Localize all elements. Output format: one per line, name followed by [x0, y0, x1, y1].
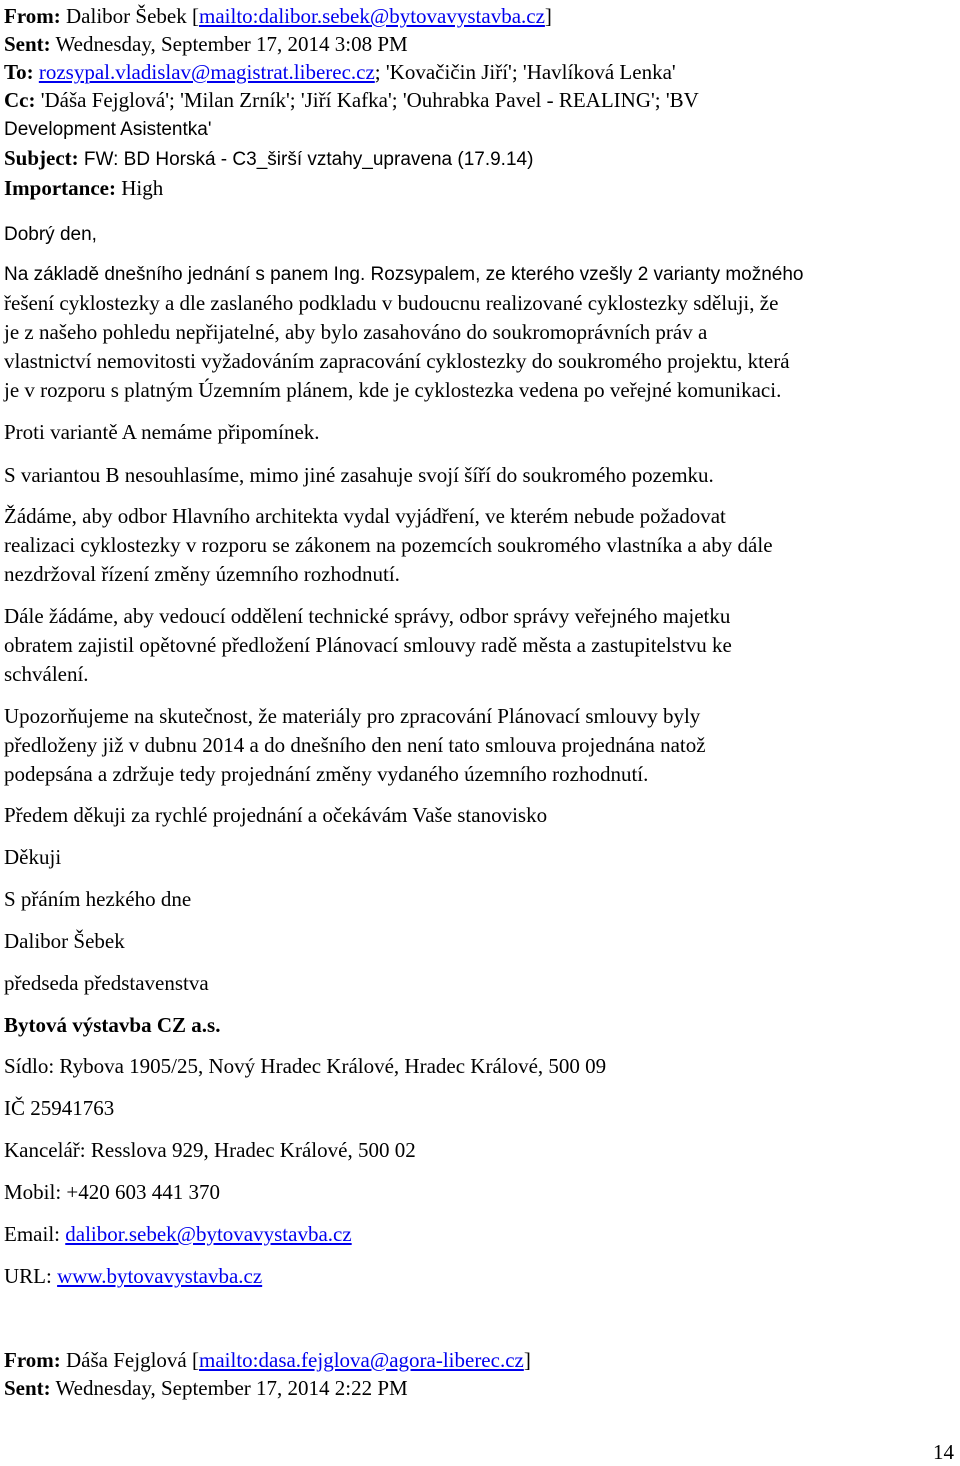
signature-position: předseda představenstva [4, 971, 209, 995]
greeting: Dobrý den, [4, 224, 97, 245]
paragraph-line: předloženy již v dubnu 2014 a do dnešního den není tato smlouva projednána natož [4, 733, 706, 757]
from-mailto-link[interactable]: mailto:dasa.fejglova@agora-liberec.cz [199, 1348, 524, 1372]
signature-office: Kancelář: Resslova 929, Hradec Králové, 500 02 [4, 1138, 416, 1162]
from-label: From: [4, 4, 61, 28]
signature-email [4, 1220, 959, 1249]
paragraph-1 [4, 260, 959, 289]
from-line: From: Dáša Fejglová [mailto:dasa.fejglova@agora-liberec.cz] [4, 1348, 531, 1372]
cc-recipients-continued: Development Asistentka' [4, 119, 212, 140]
cc-recipients: 'Dáša Fejglová'; 'Milan Zrník'; 'Jiří Kafka'; 'Ouhrabka Pavel - REALING'; 'BV [40, 88, 699, 112]
paragraph-5 [4, 602, 959, 689]
cc-label: Cc: [4, 88, 36, 112]
page-number: 14 [933, 1440, 954, 1464]
signature-ico: IČ 25941763 [4, 1096, 115, 1120]
paragraph-line: je z našeho pohledu nepřijatelné, aby bylo zasahováno do soukromoprávních práv a [4, 320, 708, 344]
importance-line [4, 174, 959, 202]
paragraph-4 [4, 502, 959, 589]
sent-label: Sent: [4, 32, 51, 56]
paragraph-line: Žádáme, aby odbor Hlavního architekta vydal vyjádření, ve kterém nebude požadovat [4, 504, 726, 528]
to-line [4, 58, 959, 86]
signature-mobile: Mobil: +420 603 441 370 [4, 1180, 221, 1204]
paragraph-1-body [4, 289, 959, 405]
subject-value: FW: BD Horská - C3_širší vztahy_upravena (17.9.14) [83, 149, 534, 170]
from-name: Dalibor Šebek [66, 4, 187, 28]
from-line: From: Dalibor Šebek [mailto:dalibor.sebek@bytovavystavba.cz] [4, 4, 552, 28]
email-link[interactable]: dalibor.sebek@bytovavystavba.cz [65, 1222, 352, 1246]
from-label: From: [4, 1348, 61, 1372]
from-mailto-link[interactable]: mailto:dalibor.sebek@bytovavystavba.cz [199, 4, 545, 28]
email-label: Email: [4, 1222, 60, 1246]
email-header [4, 2, 959, 202]
paragraph-line: řešení cyklostezky a dle zaslaného podkladu v budoucnu realizované cyklostezky sděluji, že [4, 291, 779, 315]
paragraph-9: S přáním hezkého dne [4, 887, 192, 911]
paragraph-line: realizaci cyklostezky v rozporu se zákonem na pozemcích soukromého vlastníka a aby dále [4, 533, 773, 557]
paragraph-6 [4, 702, 959, 789]
paragraph-line: schválení. [4, 662, 89, 686]
sent-line [4, 1374, 959, 1402]
sent-value: Wednesday, September 17, 2014 2:22 PM [55, 1376, 408, 1400]
paragraph-8: Děkuji [4, 845, 62, 869]
signature-name: Dalibor Šebek [4, 929, 125, 953]
subject-line [4, 144, 959, 174]
url-link[interactable]: www.bytovavystavba.cz [57, 1264, 263, 1288]
importance-label: Importance: [4, 176, 116, 200]
to-email-link[interactable]: rozsypal.vladislav@magistrat.liberec.cz [38, 60, 375, 84]
sent-value: Wednesday, September 17, 2014 3:08 PM [55, 32, 408, 56]
paragraph-line: Upozorňujeme na skutečnost, že materiály pro zpracování Plánovací smlouvy byly [4, 704, 701, 728]
from-name: Dáša Fejglová [66, 1348, 187, 1372]
paragraph-7: Předem děkuji za rychlé projednání a očekávám Vaše stanovisko [4, 803, 548, 827]
paragraph-line: vlastnictví nemovitosti vyžadováním zapracování cyklostezky do soukromého projektu, která [4, 349, 790, 373]
paragraph-line: Na základě dnešního jednání s panem Ing. Rozsypalem, ze kterého vzešly 2 varianty možného [4, 264, 804, 285]
cc-line [4, 86, 959, 114]
paragraph-line: Dále žádáme, aby vedoucí oddělení technické správy, odbor správy veřejného majetku [4, 604, 731, 628]
to-label: To: [4, 60, 34, 84]
paragraph-line: podepsána a zdržuje tedy projednání změny vydaného územního rozhodnutí. [4, 762, 649, 786]
paragraph-line: obratem zajistil opětovné předložení Plánovací smlouvy radě města a zastupitelstvu ke [4, 633, 732, 657]
signature-company: Bytová výstavba CZ a.s. [4, 1013, 221, 1037]
subject-label: Subject: [4, 146, 79, 170]
signature-seat: Sídlo: Rybova 1905/25, Nový Hradec Králové, Hradec Králové, 500 09 [4, 1054, 607, 1078]
paragraph-line: nezdržoval řízení změny územního rozhodnutí. [4, 562, 400, 586]
url-label: URL: [4, 1264, 52, 1288]
sent-label: Sent: [4, 1376, 51, 1400]
signature-url [4, 1262, 959, 1291]
sent-line [4, 30, 959, 58]
forwarded-email-header [4, 1346, 959, 1402]
paragraph-3: S variantou B nesouhlasíme, mimo jiné zasahuje svojí šíří do soukromého pozemku. [4, 463, 714, 487]
paragraph-2: Proti variantě A nemáme připomínek. [4, 420, 320, 444]
cc-line-continued [4, 114, 959, 144]
importance-value: High [121, 176, 164, 200]
paragraph-line: je v rozporu s platným Územním plánem, kde je cyklostezka vedena po veřejné komunikaci. [4, 378, 782, 402]
to-recipients: ; 'Kovačičin Jiří'; 'Havlíková Lenka' [374, 60, 676, 84]
